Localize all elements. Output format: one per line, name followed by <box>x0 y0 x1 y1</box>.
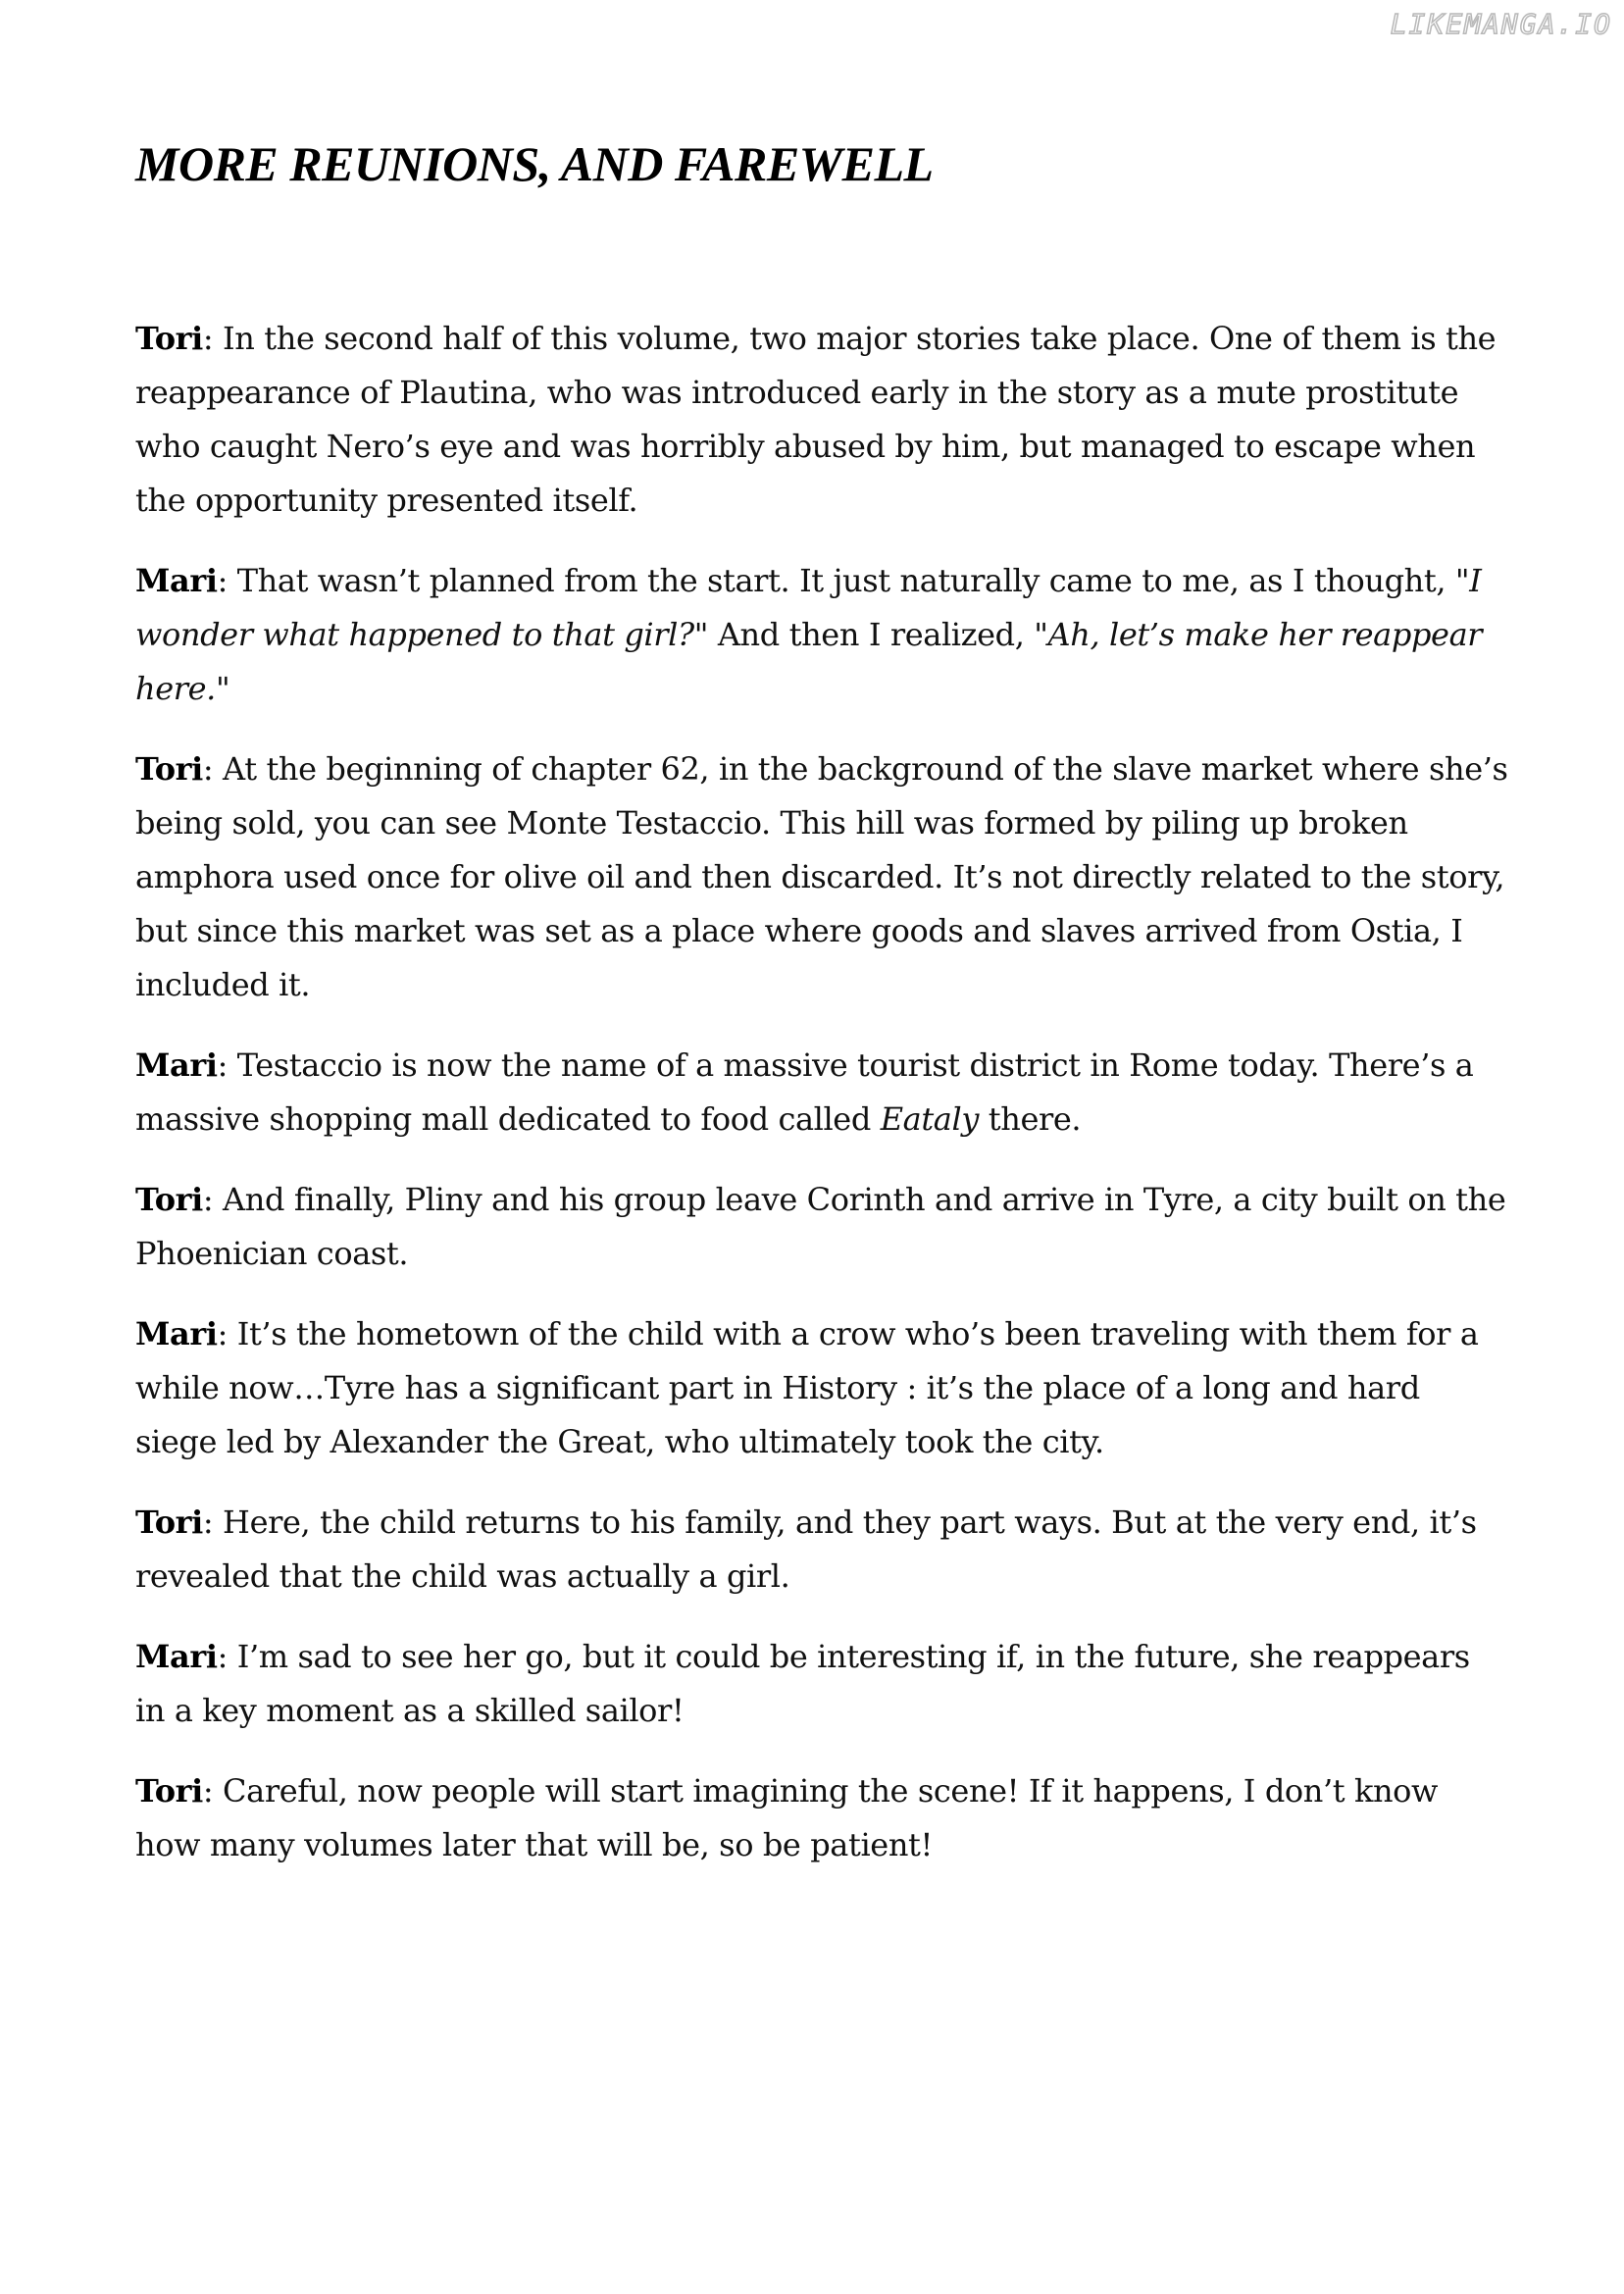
dialogue-paragraph <box>135 312 1508 528</box>
dialogue-paragraph <box>135 1496 1508 1604</box>
dialogue-text: : It’s the hometown of the child with a crow who’s been traveling with them for a while now…Tyre has a significant part in History : it’s the place of a long and hard siege led by Alexander the Great, who ultimately took the city. <box>135 1315 1479 1460</box>
speaker-name: Tori <box>135 320 203 357</box>
site-watermark: LIKEMANGA.IO <box>1390 8 1612 40</box>
speaker-name: Mari <box>135 562 218 599</box>
dialogue-paragraph <box>135 1630 1508 1738</box>
speaker-name: Mari <box>135 1638 218 1675</box>
speaker-name: Tori <box>135 1772 203 1810</box>
italic-quote: "Ah, let’s make her reappear here." <box>135 616 1483 707</box>
page-title: MORE REUNIONS, AND FAREWELL <box>135 136 934 191</box>
speaker-name: Mari <box>135 1315 218 1352</box>
speaker-name: Tori <box>135 1181 203 1218</box>
dialogue-text: : Careful, now people will start imagining the scene! If it happens, I don’t know how many volumes later that will be, so be patient! <box>135 1772 1439 1863</box>
dialogue-paragraph <box>135 742 1508 1012</box>
dialogue-paragraph <box>135 1039 1508 1147</box>
dialogue-paragraph <box>135 554 1508 716</box>
dialogue-text: there. <box>979 1100 1082 1138</box>
speaker-name: Tori <box>135 1504 203 1541</box>
italic-quote: "I wonder what happened to that girl?" <box>135 562 1482 653</box>
dialogue-text: : At the beginning of chapter 62, in the background of the slave market where she’s being sold, you can see Monte Testaccio. This hill was formed by piling up broken amphora used once for olive oil and then discarded. It’s not directly related to the story, but since this market was set as a place where goods and slaves arrived from Ostia, I included it. <box>135 750 1508 1003</box>
dialogue-text: : In the second half of this volume, two major stories take place. One of them is the reappearance of Plautina, who was introduced early in the story as a mute prostitute who caught Nero’s eye and was horribly abused by him, but managed to escape when the opportunity presented itself. <box>135 320 1497 519</box>
dialogue-paragraph <box>135 1307 1508 1469</box>
dialogue-paragraph <box>135 1173 1508 1281</box>
dialogue-text: : Testaccio is now the name of a massive tourist district in Rome today. There’s a massive shopping mall dedicated to food called <box>135 1046 1474 1138</box>
dialogue-paragraph <box>135 1764 1508 1872</box>
dialogue-text: : Here, the child returns to his family, and they part ways. But at the very end, it’s revealed that the child was actually a girl. <box>135 1504 1477 1595</box>
speaker-name: Mari <box>135 1046 218 1084</box>
dialogue-text: : I’m sad to see her go, but it could be interesting if, in the future, she reappears in a key moment as a skilled sailor! <box>135 1638 1470 1729</box>
dialogue-text: And then I realized, <box>708 616 1035 653</box>
speaker-name: Tori <box>135 750 203 788</box>
italic-quote: Eataly <box>880 1100 979 1138</box>
dialogue-text: : And finally, Pliny and his group leave Corinth and arrive in Tyre, a city built on the Phoenician coast. <box>135 1181 1506 1272</box>
dialogue-text: : That wasn’t planned from the start. It just naturally came to me, as I thought, <box>217 562 1455 599</box>
dialogue-body <box>135 312 1508 1899</box>
